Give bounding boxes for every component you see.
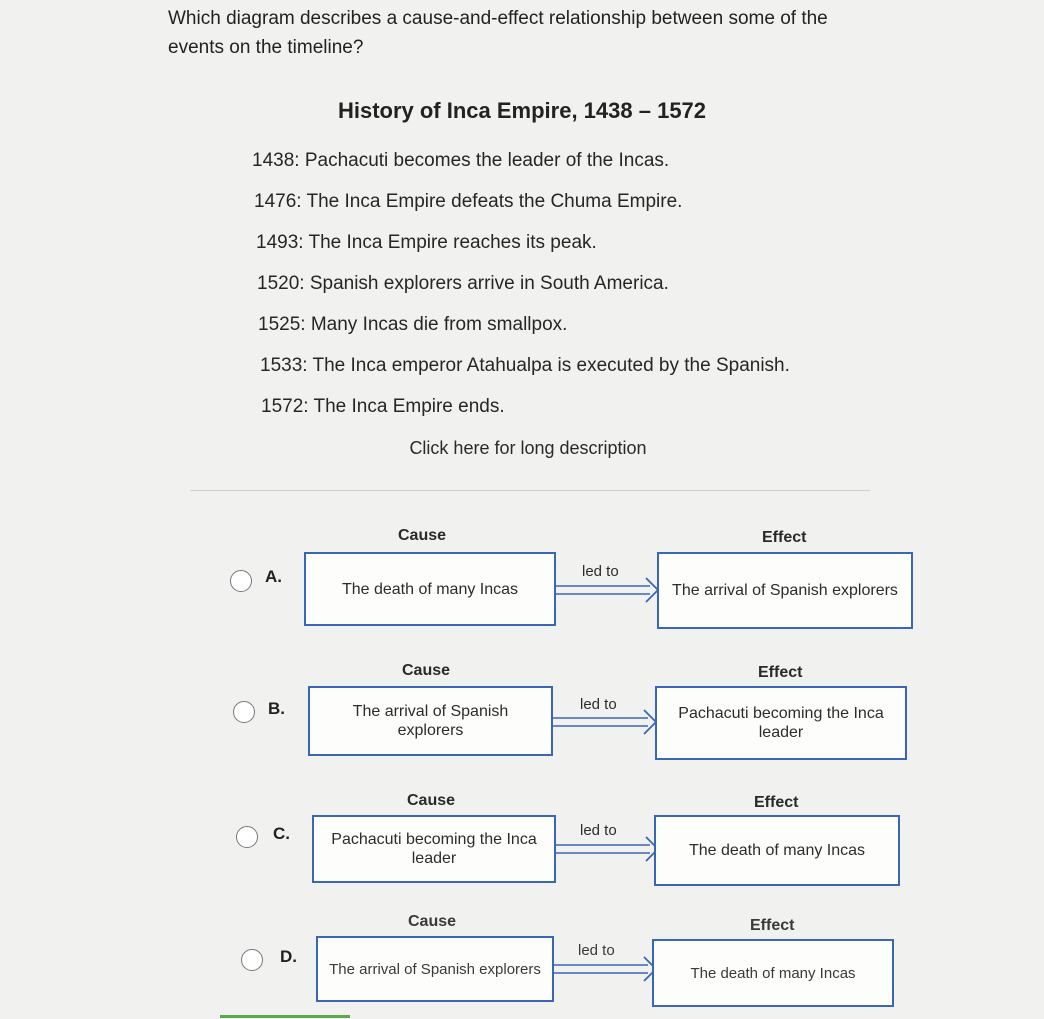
radio-button-a[interactable]	[230, 570, 252, 592]
option-letter: D.	[280, 947, 297, 966]
effect-text: The arrival of Spanish explorers	[672, 582, 898, 599]
cause-label: Cause	[398, 527, 447, 544]
answer-option-a[interactable]	[0, 525, 1044, 635]
right-arrow-icon	[552, 956, 658, 982]
effect-label: Effect	[750, 917, 795, 934]
cause-box	[316, 936, 554, 1002]
cause-text: The arrival of Spanish explorers	[352, 703, 509, 739]
question-text: Which diagram describes a cause-and-effect relationship between some of the events on the timeline?	[168, 8, 828, 58]
answer-option-c[interactable]	[0, 790, 1044, 890]
answer-option-d[interactable]	[0, 912, 1044, 1012]
cause-box	[308, 686, 553, 756]
timeline-event: 1572: The Inca Empire ends.	[261, 396, 505, 417]
timeline-event: 1525: Many Incas die from smallpox.	[258, 314, 568, 335]
timeline-title: History of Inca Empire, 1438 – 1572	[337, 98, 707, 123]
timeline-event: 1476: The Inca Empire defeats the Chuma Empire.	[254, 191, 683, 212]
option-letter: C.	[273, 824, 290, 843]
connector-label: led to	[578, 942, 615, 959]
cause-text: The arrival of Spanish explorers	[329, 960, 541, 978]
effect-label: Effect	[762, 529, 807, 546]
connector-label: led to	[580, 822, 617, 839]
effect-text: Pachacuti becoming the Inca leader	[678, 705, 884, 741]
radio-button-d[interactable]	[241, 949, 263, 971]
effect-text: The death of many Incas	[690, 964, 856, 982]
divider	[190, 490, 870, 491]
cause-label: Cause	[402, 662, 451, 679]
cause-text: Pachacuti becoming the Inca leader	[331, 831, 537, 867]
timeline-events	[252, 145, 952, 432]
connector-label: led to	[582, 563, 619, 580]
right-arrow-icon	[554, 836, 660, 862]
option-letter: A.	[265, 567, 282, 586]
radio-button-c[interactable]	[236, 826, 258, 848]
progress-accent-line	[220, 1015, 350, 1018]
long-description-link[interactable]: Click here for long description	[409, 438, 647, 458]
connector-label: led to	[580, 696, 617, 713]
effect-text: The death of many Incas	[688, 842, 866, 859]
timeline-event: 1533: The Inca emperor Atahualpa is executed by the Spanish.	[260, 355, 790, 376]
timeline-event: 1520: Spanish explorers arrive in South America.	[257, 273, 669, 294]
timeline-event: 1493: The Inca Empire reaches its peak.	[256, 232, 597, 253]
right-arrow-icon	[554, 577, 660, 603]
cause-label: Cause	[407, 792, 456, 809]
cause-box	[304, 552, 556, 626]
effect-box	[654, 815, 900, 886]
right-arrow-icon	[552, 709, 658, 735]
cause-text: The death of many Incas	[341, 580, 519, 598]
cause-label: Cause	[408, 913, 457, 930]
cause-box	[312, 815, 556, 883]
effect-box	[655, 686, 907, 760]
timeline-event: 1438: Pachacuti becomes the leader of the Incas.	[252, 150, 670, 171]
effect-box	[652, 939, 894, 1007]
effect-box	[657, 552, 913, 629]
effect-label: Effect	[754, 794, 799, 811]
effect-label: Effect	[758, 664, 803, 681]
answer-option-b[interactable]	[0, 660, 1044, 765]
option-letter: B.	[268, 699, 285, 718]
radio-button-b[interactable]	[233, 701, 255, 723]
